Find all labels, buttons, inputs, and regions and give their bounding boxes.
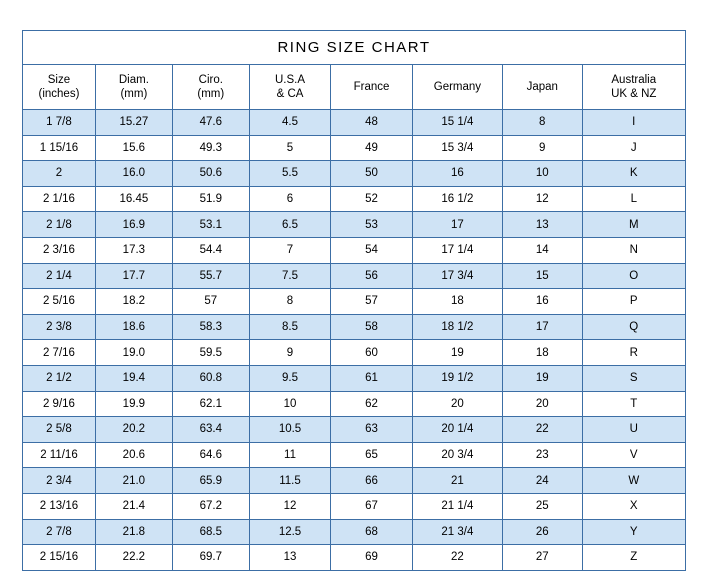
- cell-usa-ca: 9.5: [249, 365, 331, 391]
- table-row: [23, 493, 686, 519]
- cell-circumference: 60.8: [172, 365, 249, 391]
- cell-japan: 10: [502, 161, 582, 187]
- cell-germany: 21 1/4: [412, 493, 502, 519]
- cell-germany: 21: [412, 468, 502, 494]
- cell-japan: 23: [502, 442, 582, 468]
- table-row: [23, 340, 686, 366]
- cell-diameter: 16.9: [95, 212, 172, 238]
- cell-australia-uk-nz: R: [582, 340, 685, 366]
- cell-australia-uk-nz: J: [582, 135, 685, 161]
- cell-japan: 27: [502, 545, 582, 571]
- cell-diameter: 20.6: [95, 442, 172, 468]
- cell-japan: 22: [502, 417, 582, 443]
- cell-diameter: 20.2: [95, 417, 172, 443]
- cell-japan: 25: [502, 493, 582, 519]
- column-header-size-line1: Size: [47, 73, 71, 86]
- column-header-circumference-line2: (mm): [197, 88, 225, 100]
- cell-japan: 12: [502, 186, 582, 212]
- cell-usa-ca: 7: [249, 237, 331, 263]
- table-row: [23, 442, 686, 468]
- cell-diameter: 21.0: [95, 468, 172, 494]
- cell-germany: 16 1/2: [412, 186, 502, 212]
- table-row: [23, 161, 686, 187]
- cell-size: 2 7/16: [23, 340, 96, 366]
- column-header-japan-line1: Japan: [526, 80, 558, 93]
- cell-japan: 17: [502, 314, 582, 340]
- chart-title: RING SIZE CHART: [23, 31, 686, 65]
- cell-size: 2 13/16: [23, 493, 96, 519]
- chart-header-row: [23, 65, 686, 110]
- cell-japan: 9: [502, 135, 582, 161]
- cell-circumference: 63.4: [172, 417, 249, 443]
- cell-germany: 15 1/4: [412, 110, 502, 136]
- column-header-australia-uk-nz: [582, 65, 685, 110]
- cell-circumference: 55.7: [172, 263, 249, 289]
- cell-france: 68: [331, 519, 413, 545]
- cell-germany: 18: [412, 289, 502, 315]
- cell-size: 2 5/16: [23, 289, 96, 315]
- table-row: [23, 289, 686, 315]
- column-header-size: [23, 65, 96, 110]
- cell-australia-uk-nz: S: [582, 365, 685, 391]
- column-header-usa-ca: [249, 65, 331, 110]
- cell-france: 67: [331, 493, 413, 519]
- column-header-diameter-line2: (mm): [120, 88, 148, 100]
- cell-germany: 22: [412, 545, 502, 571]
- cell-australia-uk-nz: O: [582, 263, 685, 289]
- column-header-france: [331, 65, 413, 110]
- cell-diameter: 17.7: [95, 263, 172, 289]
- column-header-usa-ca-line1: U.S.A: [274, 73, 306, 86]
- cell-usa-ca: 6.5: [249, 212, 331, 238]
- cell-size: 2 3/4: [23, 468, 96, 494]
- cell-germany: 20 1/4: [412, 417, 502, 443]
- cell-size: 2 7/8: [23, 519, 96, 545]
- table-row: [23, 468, 686, 494]
- cell-circumference: 57: [172, 289, 249, 315]
- cell-usa-ca: 5: [249, 135, 331, 161]
- cell-australia-uk-nz: N: [582, 237, 685, 263]
- cell-size: 2 3/8: [23, 314, 96, 340]
- column-header-usa-ca-line2: & CA: [276, 88, 304, 100]
- cell-germany: 20 3/4: [412, 442, 502, 468]
- cell-circumference: 51.9: [172, 186, 249, 212]
- cell-japan: 8: [502, 110, 582, 136]
- cell-size: 1 15/16: [23, 135, 96, 161]
- cell-usa-ca: 6: [249, 186, 331, 212]
- cell-circumference: 68.5: [172, 519, 249, 545]
- cell-germany: 17 3/4: [412, 263, 502, 289]
- cell-circumference: 53.1: [172, 212, 249, 238]
- cell-france: 57: [331, 289, 413, 315]
- column-header-circumference: [172, 65, 249, 110]
- cell-germany: 16: [412, 161, 502, 187]
- cell-france: 62: [331, 391, 413, 417]
- cell-germany: 15 3/4: [412, 135, 502, 161]
- cell-australia-uk-nz: I: [582, 110, 685, 136]
- cell-france: 60: [331, 340, 413, 366]
- cell-japan: 13: [502, 212, 582, 238]
- chart-title-row: [23, 31, 686, 65]
- cell-germany: 17: [412, 212, 502, 238]
- cell-size: 2 1/8: [23, 212, 96, 238]
- cell-size: 2 3/16: [23, 237, 96, 263]
- cell-usa-ca: 12: [249, 493, 331, 519]
- cell-france: 50: [331, 161, 413, 187]
- cell-diameter: 15.27: [95, 110, 172, 136]
- cell-diameter: 19.0: [95, 340, 172, 366]
- table-row: [23, 391, 686, 417]
- cell-circumference: 65.9: [172, 468, 249, 494]
- column-header-australia-line1: Australia: [611, 73, 657, 86]
- cell-circumference: 50.6: [172, 161, 249, 187]
- table-row: [23, 186, 686, 212]
- chart-body: [23, 110, 686, 571]
- cell-japan: 24: [502, 468, 582, 494]
- cell-circumference: 64.6: [172, 442, 249, 468]
- column-header-france-line1: France: [353, 80, 390, 93]
- table-row: [23, 519, 686, 545]
- cell-france: 69: [331, 545, 413, 571]
- cell-diameter: 19.9: [95, 391, 172, 417]
- cell-diameter: 17.3: [95, 237, 172, 263]
- cell-diameter: 18.2: [95, 289, 172, 315]
- cell-diameter: 21.8: [95, 519, 172, 545]
- cell-france: 48: [331, 110, 413, 136]
- cell-size: 1 7/8: [23, 110, 96, 136]
- cell-circumference: 49.3: [172, 135, 249, 161]
- cell-usa-ca: 9: [249, 340, 331, 366]
- cell-japan: 14: [502, 237, 582, 263]
- cell-australia-uk-nz: Z: [582, 545, 685, 571]
- cell-france: 61: [331, 365, 413, 391]
- table-row: [23, 135, 686, 161]
- table-row: [23, 545, 686, 571]
- cell-japan: 20: [502, 391, 582, 417]
- cell-circumference: 54.4: [172, 237, 249, 263]
- cell-germany: 18 1/2: [412, 314, 502, 340]
- table-row: [23, 417, 686, 443]
- cell-usa-ca: 12.5: [249, 519, 331, 545]
- table-row: [23, 237, 686, 263]
- cell-australia-uk-nz: X: [582, 493, 685, 519]
- column-header-size-line2: (inches): [38, 88, 80, 100]
- cell-germany: 19: [412, 340, 502, 366]
- cell-usa-ca: 10: [249, 391, 331, 417]
- cell-size: 2 9/16: [23, 391, 96, 417]
- cell-size: 2 5/8: [23, 417, 96, 443]
- cell-france: 53: [331, 212, 413, 238]
- cell-usa-ca: 11.5: [249, 468, 331, 494]
- cell-size: 2 1/16: [23, 186, 96, 212]
- cell-france: 63: [331, 417, 413, 443]
- cell-australia-uk-nz: Y: [582, 519, 685, 545]
- column-header-germany-line1: Germany: [433, 80, 482, 93]
- cell-japan: 16: [502, 289, 582, 315]
- cell-diameter: 21.4: [95, 493, 172, 519]
- cell-diameter: 16.0: [95, 161, 172, 187]
- cell-germany: 21 3/4: [412, 519, 502, 545]
- cell-japan: 15: [502, 263, 582, 289]
- column-header-diameter-line1: Diam.: [118, 73, 149, 86]
- table-row: [23, 365, 686, 391]
- cell-usa-ca: 7.5: [249, 263, 331, 289]
- cell-france: 66: [331, 468, 413, 494]
- cell-circumference: 62.1: [172, 391, 249, 417]
- cell-france: 65: [331, 442, 413, 468]
- cell-size: 2 11/16: [23, 442, 96, 468]
- column-header-japan: [502, 65, 582, 110]
- cell-circumference: 69.7: [172, 545, 249, 571]
- cell-diameter: 22.2: [95, 545, 172, 571]
- column-header-australia-line2: UK & NZ: [611, 88, 657, 100]
- cell-france: 58: [331, 314, 413, 340]
- cell-diameter: 18.6: [95, 314, 172, 340]
- column-header-circumference-line1: Ciro.: [198, 73, 223, 86]
- cell-diameter: 16.45: [95, 186, 172, 212]
- cell-size: 2: [23, 161, 96, 187]
- cell-france: 52: [331, 186, 413, 212]
- cell-australia-uk-nz: V: [582, 442, 685, 468]
- cell-australia-uk-nz: L: [582, 186, 685, 212]
- table-row: [23, 314, 686, 340]
- cell-circumference: 67.2: [172, 493, 249, 519]
- column-header-germany: [412, 65, 502, 110]
- cell-australia-uk-nz: T: [582, 391, 685, 417]
- cell-australia-uk-nz: K: [582, 161, 685, 187]
- cell-germany: 20: [412, 391, 502, 417]
- cell-australia-uk-nz: P: [582, 289, 685, 315]
- cell-japan: 19: [502, 365, 582, 391]
- column-header-diameter: [95, 65, 172, 110]
- cell-diameter: 15.6: [95, 135, 172, 161]
- cell-circumference: 47.6: [172, 110, 249, 136]
- cell-size: 2 1/4: [23, 263, 96, 289]
- cell-diameter: 19.4: [95, 365, 172, 391]
- table-row: [23, 212, 686, 238]
- cell-circumference: 58.3: [172, 314, 249, 340]
- cell-usa-ca: 11: [249, 442, 331, 468]
- cell-germany: 19 1/2: [412, 365, 502, 391]
- cell-japan: 26: [502, 519, 582, 545]
- cell-australia-uk-nz: W: [582, 468, 685, 494]
- cell-usa-ca: 13: [249, 545, 331, 571]
- cell-usa-ca: 8.5: [249, 314, 331, 340]
- table-row: [23, 263, 686, 289]
- cell-size: 2 15/16: [23, 545, 96, 571]
- cell-france: 54: [331, 237, 413, 263]
- cell-france: 49: [331, 135, 413, 161]
- cell-japan: 18: [502, 340, 582, 366]
- cell-usa-ca: 4.5: [249, 110, 331, 136]
- cell-usa-ca: 10.5: [249, 417, 331, 443]
- cell-australia-uk-nz: Q: [582, 314, 685, 340]
- cell-circumference: 59.5: [172, 340, 249, 366]
- cell-australia-uk-nz: M: [582, 212, 685, 238]
- cell-usa-ca: 8: [249, 289, 331, 315]
- cell-usa-ca: 5.5: [249, 161, 331, 187]
- cell-australia-uk-nz: U: [582, 417, 685, 443]
- cell-france: 56: [331, 263, 413, 289]
- ring-size-chart-table: [22, 30, 686, 571]
- cell-size: 2 1/2: [23, 365, 96, 391]
- table-row: [23, 110, 686, 136]
- cell-germany: 17 1/4: [412, 237, 502, 263]
